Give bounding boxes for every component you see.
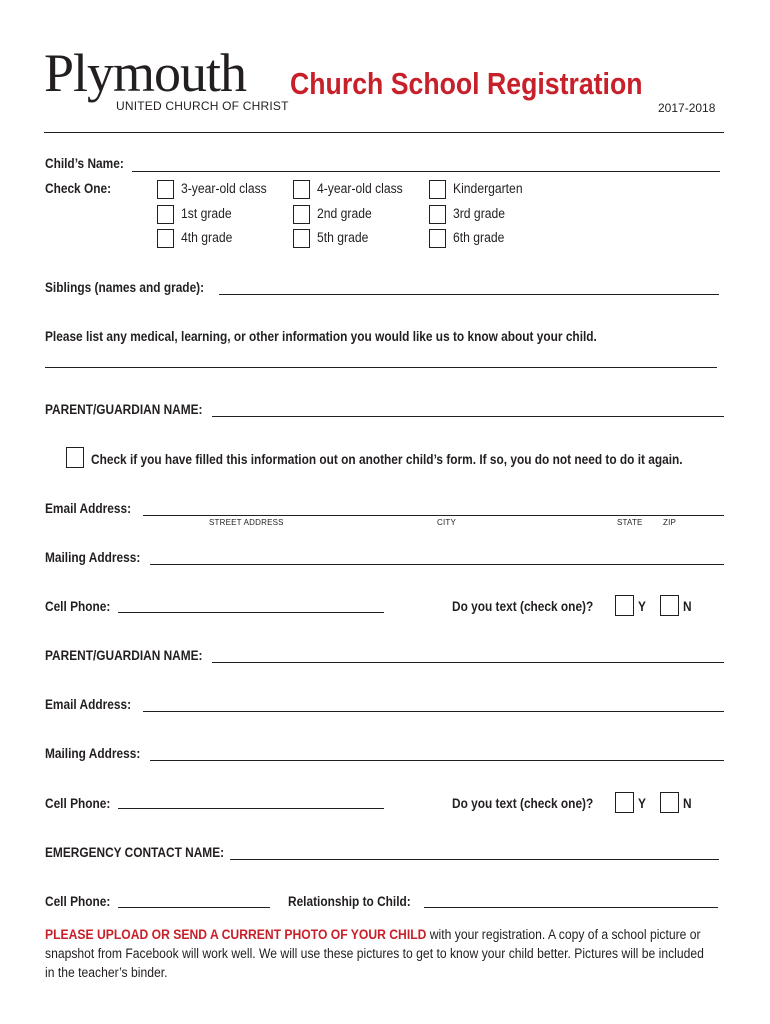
medical-info-label: Please list any medical, learning, or other information you would like us to know about your child. <box>45 329 597 344</box>
zip-caption: ZIP <box>663 518 677 527</box>
guardian2-mailing-label: Mailing Address: <box>45 746 141 761</box>
grade-option-label: 6th grade <box>453 230 505 245</box>
guardian1-email-field[interactable] <box>143 515 724 516</box>
guardian2-cell-field[interactable] <box>118 808 384 809</box>
emergency-name-label: EMERGENCY CONTACT NAME: <box>45 845 225 860</box>
emergency-cell-label: Cell Phone: <box>45 894 111 909</box>
page-title: Church School Registration <box>290 66 643 101</box>
yes-label: Y <box>638 599 646 614</box>
no-label: N <box>683 599 692 614</box>
guardian1-cell-label: Cell Phone: <box>45 599 111 614</box>
guardian2-text-question: Do you text (check one)? <box>452 796 594 811</box>
grade-option-label: 3rd grade <box>453 206 506 221</box>
school-year: 2017-2018 <box>658 101 716 115</box>
grade-option-label: 3-year-old class <box>181 181 267 196</box>
grade-option-label: 4th grade <box>181 230 233 245</box>
grade-option-label: Kindergarten <box>453 181 523 196</box>
guardian2-name-label: PARENT/GUARDIAN NAME: <box>45 648 203 663</box>
guardian2-name-field[interactable] <box>212 662 724 663</box>
guardian1-email-label: Email Address: <box>45 501 132 516</box>
relationship-field[interactable] <box>424 907 718 908</box>
grade-checkbox[interactable] <box>157 229 174 248</box>
grade-option-label: 1st grade <box>181 206 232 221</box>
guardian2-text-yes-checkbox[interactable] <box>615 792 634 813</box>
logo-wordmark: Plymouth <box>44 43 247 103</box>
guardian1-name-field[interactable] <box>212 416 724 417</box>
siblings-label: Siblings (names and grade): <box>45 280 205 295</box>
state-caption: STATE <box>617 518 643 527</box>
same-info-checkbox[interactable] <box>66 447 84 468</box>
same-info-label: Check if you have filled this information out on another child’s form. If so, you do not need to do it again. <box>91 452 683 467</box>
yes-label: Y <box>638 796 646 811</box>
no-label: N <box>683 796 692 811</box>
emergency-cell-field[interactable] <box>118 907 270 908</box>
header-divider <box>44 132 724 133</box>
grade-checkbox[interactable] <box>429 180 446 199</box>
guardian1-text-no-checkbox[interactable] <box>660 595 679 616</box>
photo-instructions-text: with your registration. A copy of a school picture or snapshot from Facebook will work well. We will use these pictures to get to know your child better. Pictures will be included in the teacher’s binder. <box>45 927 704 980</box>
grade-option-label: 5th grade <box>317 230 369 245</box>
guardian1-text-yes-checkbox[interactable] <box>615 595 634 616</box>
guardian2-email-label: Email Address: <box>45 697 132 712</box>
grade-checkbox[interactable] <box>157 180 174 199</box>
guardian2-cell-label: Cell Phone: <box>45 796 111 811</box>
grade-checkbox[interactable] <box>157 205 174 224</box>
guardian1-name-label: PARENT/GUARDIAN NAME: <box>45 402 203 417</box>
grade-checkbox[interactable] <box>429 205 446 224</box>
grade-checkbox[interactable] <box>293 205 310 224</box>
check-one-label: Check One: <box>45 181 112 196</box>
city-caption: CITY <box>437 518 457 527</box>
guardian2-email-field[interactable] <box>143 711 724 712</box>
guardian2-text-no-checkbox[interactable] <box>660 792 679 813</box>
guardian1-mailing-field[interactable] <box>150 564 724 565</box>
siblings-field[interactable] <box>219 294 719 295</box>
relationship-label: Relationship to Child: <box>288 894 411 909</box>
child-name-label: Child’s Name: <box>45 156 124 171</box>
medical-info-field[interactable] <box>45 367 717 368</box>
grade-option-label: 2nd grade <box>317 206 372 221</box>
logo-subtitle: UNITED CHURCH OF CHRIST <box>116 99 289 113</box>
guardian2-mailing-field[interactable] <box>150 760 724 761</box>
emergency-name-field[interactable] <box>230 859 719 860</box>
guardian1-text-question: Do you text (check one)? <box>452 599 594 614</box>
grade-option-label: 4-year-old class <box>317 181 403 196</box>
grade-checkbox[interactable] <box>293 180 310 199</box>
guardian1-cell-field[interactable] <box>118 612 384 613</box>
photo-instructions <box>45 925 707 982</box>
child-name-field[interactable] <box>132 171 720 172</box>
grade-checkbox[interactable] <box>429 229 446 248</box>
street-address-caption: STREET ADDRESS <box>209 518 284 527</box>
photo-instructions-highlight: PLEASE UPLOAD OR SEND A CURRENT PHOTO OF YOUR CHILD <box>45 927 427 942</box>
grade-checkbox[interactable] <box>293 229 310 248</box>
guardian1-mailing-label: Mailing Address: <box>45 550 141 565</box>
